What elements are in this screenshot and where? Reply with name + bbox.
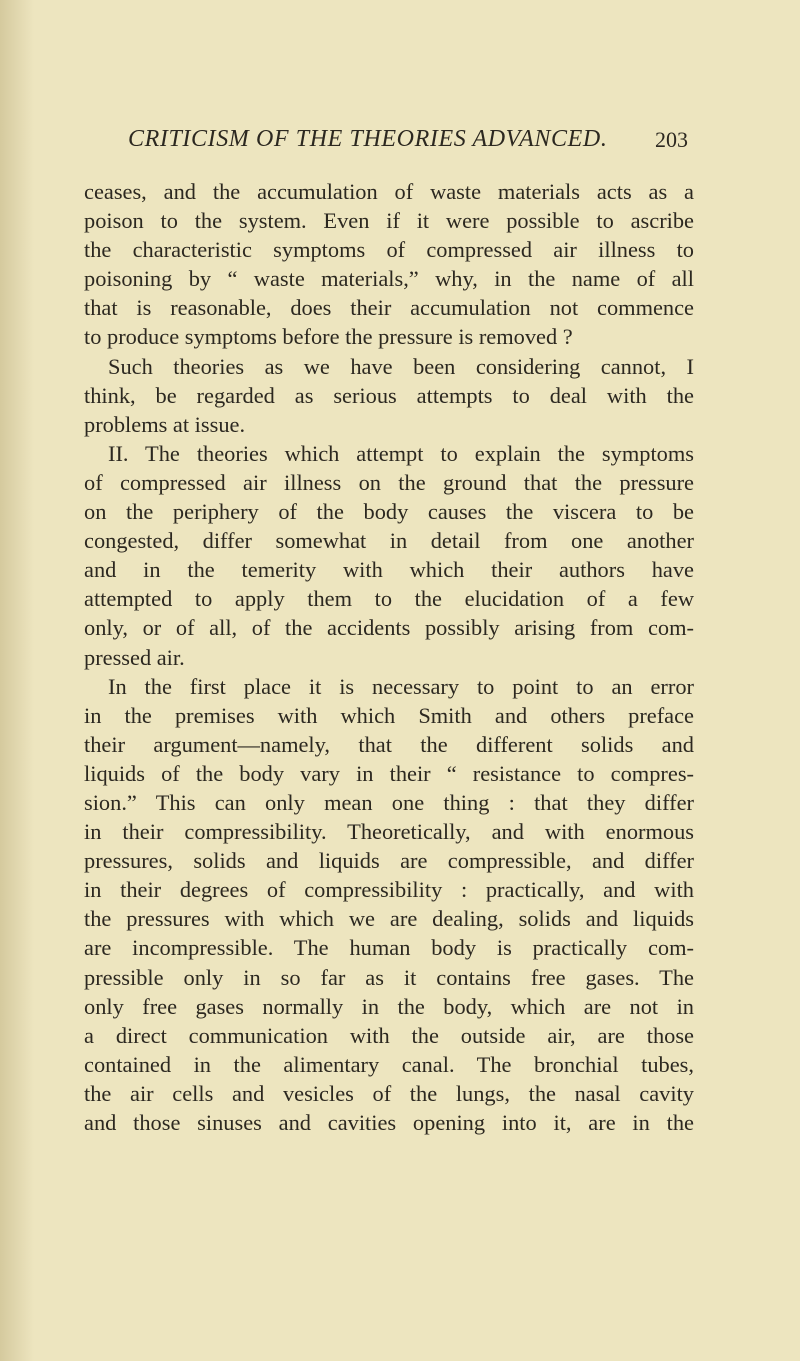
text-line: only, or of all, of the accidents possibly arising from com- [84,615,694,641]
text-line: ceases, and the accumulation of waste materials acts as a [84,179,694,204]
text-line: poison to the system. Even if it were possible to ascribe [84,208,694,234]
text-line: II. The theories which attempt to explain the symptoms [108,440,694,466]
text-line: their argument—namely, that the different solids and [84,731,694,757]
text-line: pressures, solids and liquids are compressible, and differ [84,848,694,874]
page-header [128,126,688,166]
text-line: in their degrees of compressibility : practically, and with [84,877,694,903]
text-line: think, be regarded as serious attempts to deal with the [84,382,694,408]
text-line: are incompressible. The human body is practically com- [84,935,694,961]
page-number: 203 [655,127,688,152]
text-line: on the periphery of the body causes the viscera to be [84,499,694,525]
text-line: contained in the alimentary canal. The bronchial tubes, [84,1051,694,1077]
text-line: Such theories as we have been considering cannot, I [108,353,694,379]
text-line: the air cells and vesicles of the lungs, the nasal cavity [84,1080,694,1106]
text-line: and those sinuses and cavities opening into it, are in the [84,1110,694,1135]
text-line: pressed air. [84,644,185,670]
text-line: only free gases normally in the body, which are not in [84,993,694,1019]
text-line: and in the temerity with which their authors have [84,557,694,583]
text-line: that is reasonable, does their accumulation not commence [84,295,694,321]
text-line: the characteristic symptoms of compressed air illness to [84,237,694,263]
text-line: liquids of the body vary in their “ resistance to compres- [84,760,694,786]
running-title: CRITICISM OF THE THEORIES ADVANCED. [128,126,608,152]
text-line: congested, differ somewhat in detail from one another [84,528,694,554]
body-text [84,177,694,1137]
text-line: sion.” This can only mean one thing : that they differ [84,789,694,815]
text-line: of compressed air illness on the ground that the pressure [84,469,694,495]
text-line: problems at issue. [84,411,246,437]
text-line: poisoning by “ waste materials,” why, in the name of all [84,266,694,292]
text-line: In the first place it is necessary to point to an error [108,673,694,699]
text-line: attempted to apply them to the elucidation of a few [84,586,694,612]
text-line: in the premises with which Smith and others preface [84,702,694,728]
text-line: the pressures with which we are dealing, solids and liquids [84,906,694,932]
text-line: pressible only in so far as it contains free gases. The [84,964,694,990]
text-line: a direct communication with the outside air, are those [84,1022,694,1048]
text-line: in their compressibility. Theoretically, and with enormous [84,819,694,845]
text-line: to produce symptoms before the pressure is removed ? [84,324,573,350]
